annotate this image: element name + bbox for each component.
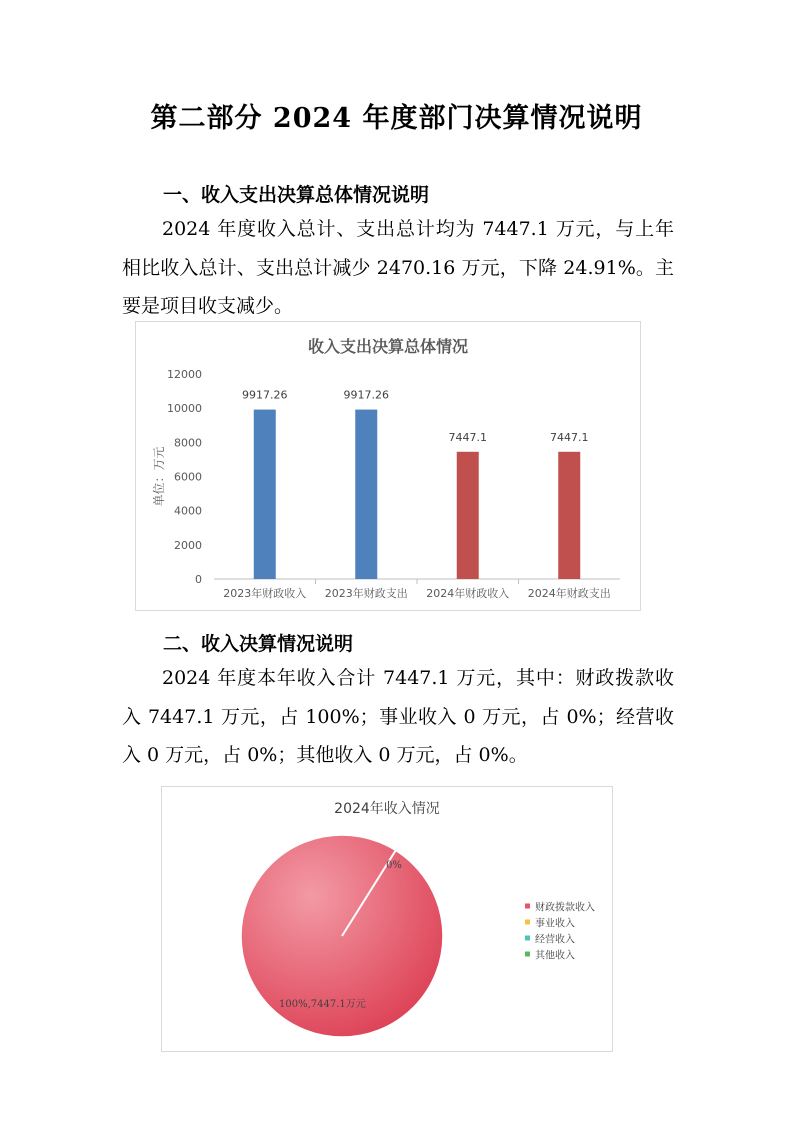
legend-swatch [525,952,530,957]
legend-swatch [525,920,530,925]
y-tick-label: 0 [195,573,202,586]
paragraph-income: 2024 年度本年收入合计 7447.1 万元，其中：财政拨款收入 7447.1 万元，占 100%；事业收入 0 万元，占 0%；经营收入 0 万元，占 0%；其他收入 0 万元，占 0%。 [122,667,674,766]
y-tick-label: 10000 [167,402,202,416]
bar [558,452,580,579]
pie-chart [162,787,612,1051]
x-tick-label: 2023年财政支出 [324,587,408,600]
bar-data-label: 9917.26 [343,388,389,402]
legend-label: 经营收入 [535,934,575,946]
bar [457,452,479,579]
bar-data-label: 9917.26 [242,388,288,402]
legend-label: 其他收入 [535,950,575,962]
bar [355,410,377,579]
y-tick-label: 2000 [174,538,202,552]
pie-chart-title: 2024年收入情况 [334,801,440,817]
bar-chart-panel [135,321,641,611]
x-tick-label: 2023年财政收入 [223,587,307,600]
bar-data-label: 7447.1 [550,430,589,444]
y-tick-label: 4000 [174,504,202,518]
pie-chart-panel [161,786,613,1052]
section-heading-income: 二、收入决算情况说明 [163,633,354,655]
legend-label: 事业收入 [535,918,575,930]
pie-main-label: 100%,7447.1万元 [279,999,366,1010]
x-tick-label: 2024年财政支出 [527,587,611,600]
y-axis-label: 单位：万元 [152,446,166,507]
legend-swatch [525,936,530,941]
bar-data-label: 7447.1 [448,430,487,444]
legend-label: 财政拨款收入 [535,902,595,914]
section-heading-overview: 一、收入支出决算总体情况说明 [163,184,430,206]
y-tick-label: 8000 [174,436,202,450]
paragraph-overview: 2024 年度收入总计、支出总计均为 7447.1 万元，与上年相比收入总计、支出总计减少 2470.16 万元，下降 24.91%。主要是项目收支减少。 [122,218,674,317]
y-tick-label: 12000 [167,368,202,381]
bar [254,410,276,579]
bar-chart [136,322,640,610]
page-title: 第二部分 2024 年度部门决算情况说明 [150,103,643,134]
bar-chart-title: 收入支出决算总体情况 [307,337,469,356]
pie-zero-label: 0% [386,860,402,871]
legend-swatch [525,904,530,909]
x-tick-label: 2024年财政收入 [426,587,510,600]
y-tick-label: 6000 [174,470,202,484]
